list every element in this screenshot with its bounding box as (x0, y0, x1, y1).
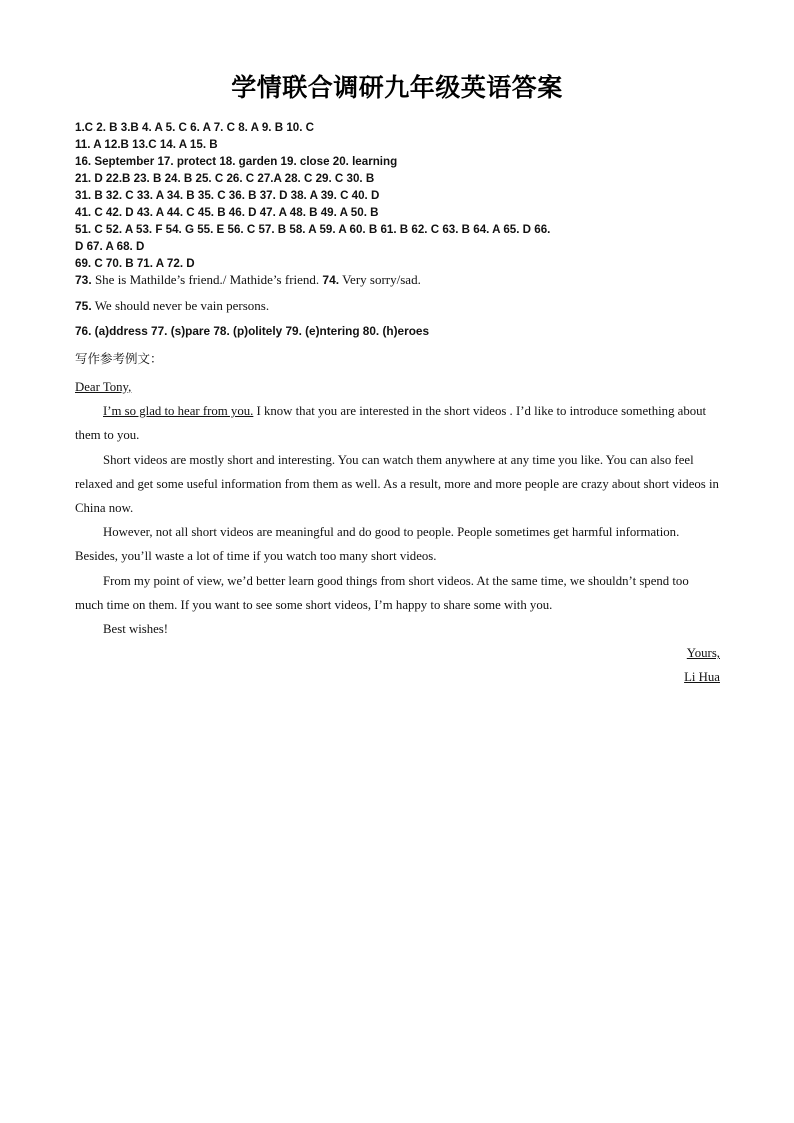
q74-number: 74. (322, 273, 340, 287)
q75-number: 75. (75, 299, 92, 313)
answer-line-2: 11. A 12.B 13.C 14. A 15. B (75, 138, 218, 151)
page-title: 学情联合调研九年级英语答案 (231, 73, 563, 102)
answer-73-74 (75, 272, 735, 288)
letter-paragraph-2: Short videos are mostly short and interesting. You can watch them anywhere at any time you like. You can also feel relaxed and get some useful information from them as well. As a result, more and more people are crazy about short videos in China now. (75, 452, 719, 516)
letter-opening-underlined: I’m so glad to hear from you. (103, 404, 254, 419)
letter-signature: Li Hua (684, 670, 720, 685)
letter-paragraph-1 (75, 399, 720, 447)
answer-76-80: 76. (a)ddress 77. (s)pare 78. (p)olitely 79. (e)ntering 80. (h)eroes (75, 324, 430, 338)
answer-line-9: 69. C 70. B 71. A 72. D (75, 257, 195, 270)
letter-closing: Best wishes! (103, 622, 169, 637)
answer-line-5: 31. B 32. C 33. A 34. B 35. C 36. B 37. D 38. A 39. C 40. D (75, 189, 380, 202)
letter-paragraph-4: From my point of view, we’d better learn good things from short videos. At the same time, we shouldn’t spend too much time on them. If you want to see some short videos, I’m happy to share some with you. (75, 573, 689, 612)
letter-paragraph-1-text: I know that you are interested in the short videos . I’d like to introduce something about them to you. (75, 404, 707, 443)
q75-text: We should never be vain persons. (91, 298, 270, 313)
q73-number: 73. (75, 273, 92, 287)
letter-sign-off-line (75, 641, 720, 665)
answer-line-3: 16. September 17. protect 18. garden 19. close 20. learning (75, 155, 398, 168)
letter-salutation: Dear Tony, (75, 380, 132, 394)
answer-75 (75, 298, 735, 314)
answer-line-6: 41. C 42. D 43. A 44. C 45. B 46. D 47. A 48. B 49. A 50. B (75, 206, 379, 219)
answer-line-4: 21. D 22.B 23. B 24. B 25. C 26. C 27.A 28. C 29. C 30. B (75, 172, 375, 185)
letter-paragraph-3: However, not all short videos are meaningful and do good to people. People sometimes get harmful information. Besides, you’ll waste a lot of time if you watch too many short videos. (75, 525, 680, 564)
q74-text: Very sorry/sad. (339, 272, 421, 287)
letter-sign-off: Yours, (686, 646, 720, 661)
q73-text: She is Mathilde’s friend./ Mathide’s friend. (91, 272, 323, 287)
letter-signature-line (75, 665, 720, 689)
answer-line-7: 51. C 52. A 53. F 54. G 55. E 56. C 57. B 58. A 59. A 60. B 61. B 62. C 63. B 64. A 65. D 66. (75, 223, 551, 236)
answer-line-1: 1.C 2. B 3.B 4. A 5. C 6. A 7. C 8. A 9. B 10. C (75, 121, 315, 134)
answer-line-8: D 67. A 68. D (75, 240, 145, 253)
writing-section-label: 写作参考例文： (75, 351, 163, 366)
sample-letter (75, 375, 720, 690)
answer-key (75, 119, 725, 272)
